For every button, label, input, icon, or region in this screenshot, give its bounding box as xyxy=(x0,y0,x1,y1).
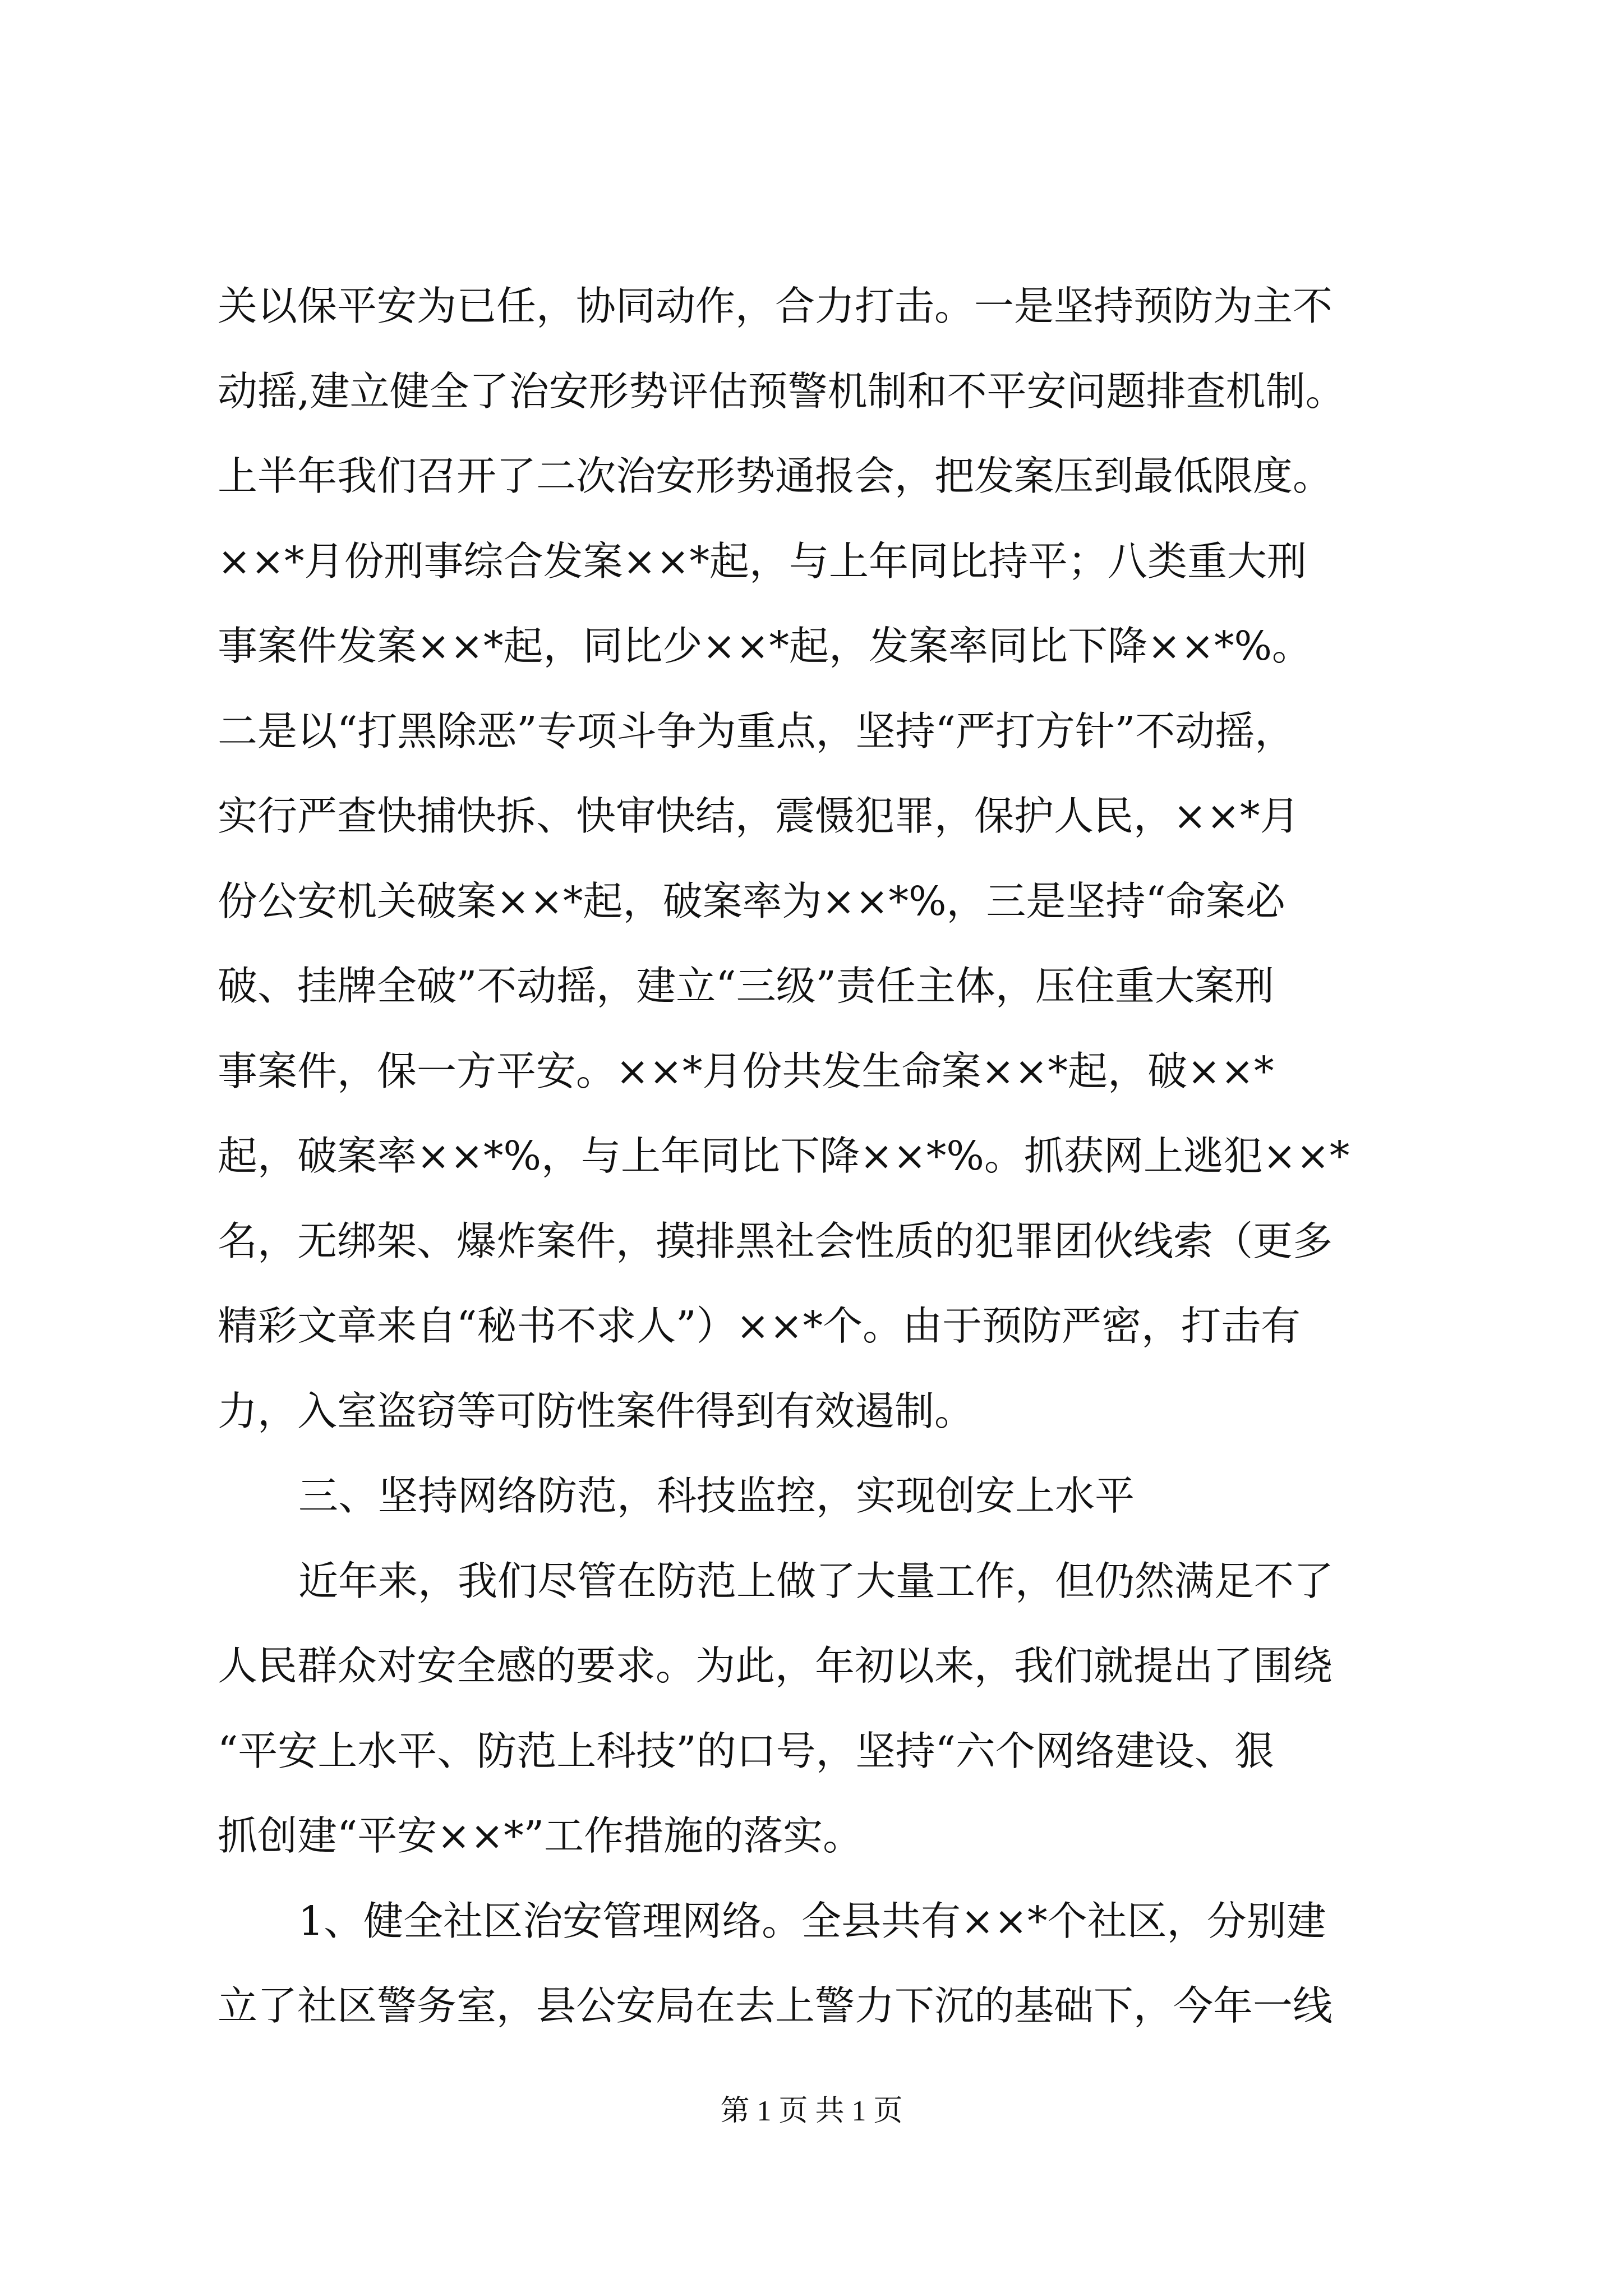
document-body xyxy=(218,264,1429,2049)
text-line: 名，无绑架、爆炸案件，摸排黑社会性质的犯罪团伙线索（更多 xyxy=(218,1217,1333,1264)
text-line: 破、挂牌全破”不动摇，建立“三级”责任主体，压住重大案刑 xyxy=(218,963,1274,1009)
text-line: “平安上水平、防范上科技”的口号，坚持“六个网络建设、狠 xyxy=(218,1727,1274,1774)
text-line: ××*月份刑事综合发案××*起，与上年同比持平；八类重大刑 xyxy=(218,537,1307,585)
text-line: 起，破案率××*%，与上年同比下降××*%。抓获网上逃犯××* xyxy=(218,1133,1350,1179)
text-line: 抓创建“平安××*”工作措施的落实。 xyxy=(218,1812,863,1859)
text-line: 份公安机关破案××*起，破案率为××*%，三是坚持“命案必 xyxy=(218,877,1285,924)
text-line: 上半年我们召开了二次治安形势通报会，把发案压到最低限度。 xyxy=(218,453,1333,499)
text-line: 立了社区警务室，县公安局在去上警力下沉的基础下，今年一线 xyxy=(218,1982,1333,2029)
paragraph-first-line: 1、健全社区治安管理网络。全县共有××*个社区，分别建 xyxy=(298,1897,1326,1944)
section-heading: 三、坚持网络防范，科技监控，实现创安上水平 xyxy=(298,1473,1135,1519)
text-line: 精彩文章来自“秘书不求人”）××*个。由于预防严密，打击有 xyxy=(218,1303,1301,1349)
page-number-footer: 第 1 页 共 1 页 xyxy=(720,2095,903,2127)
text-line: 人民群众对安全感的要求。为此，年初以来，我们就提出了围绕 xyxy=(218,1642,1333,1689)
text-line: 力，入室盗窃等可防性案件得到有效遏制。 xyxy=(218,1387,975,1434)
text-line: 事案件发案××*起，同比少××*起，发案率同比下降××*%。 xyxy=(218,623,1312,669)
text-line: 实行严查快捕快拆、快审快结，震慑犯罪，保护人民，××*月 xyxy=(218,793,1300,839)
text-line: 关以保平安为已任，协同动作，合力打击。一是坚持预防为主不 xyxy=(218,283,1333,329)
text-line: 事案件，保一方平安。××*月份共发生命案××*起，破××* xyxy=(218,1047,1274,1094)
paragraph-first-line: 近年来，我们尽管在防范上做了大量工作，但仍然满足不了 xyxy=(298,1557,1334,1604)
text-line: 动摇,建立健全了治安形势评估预警机制和不平安问题排查机制。 xyxy=(218,367,1345,415)
text-line: 二是以“打黑除恶”专项斗争为重点，坚持“严打方针”不动摇， xyxy=(218,707,1295,754)
